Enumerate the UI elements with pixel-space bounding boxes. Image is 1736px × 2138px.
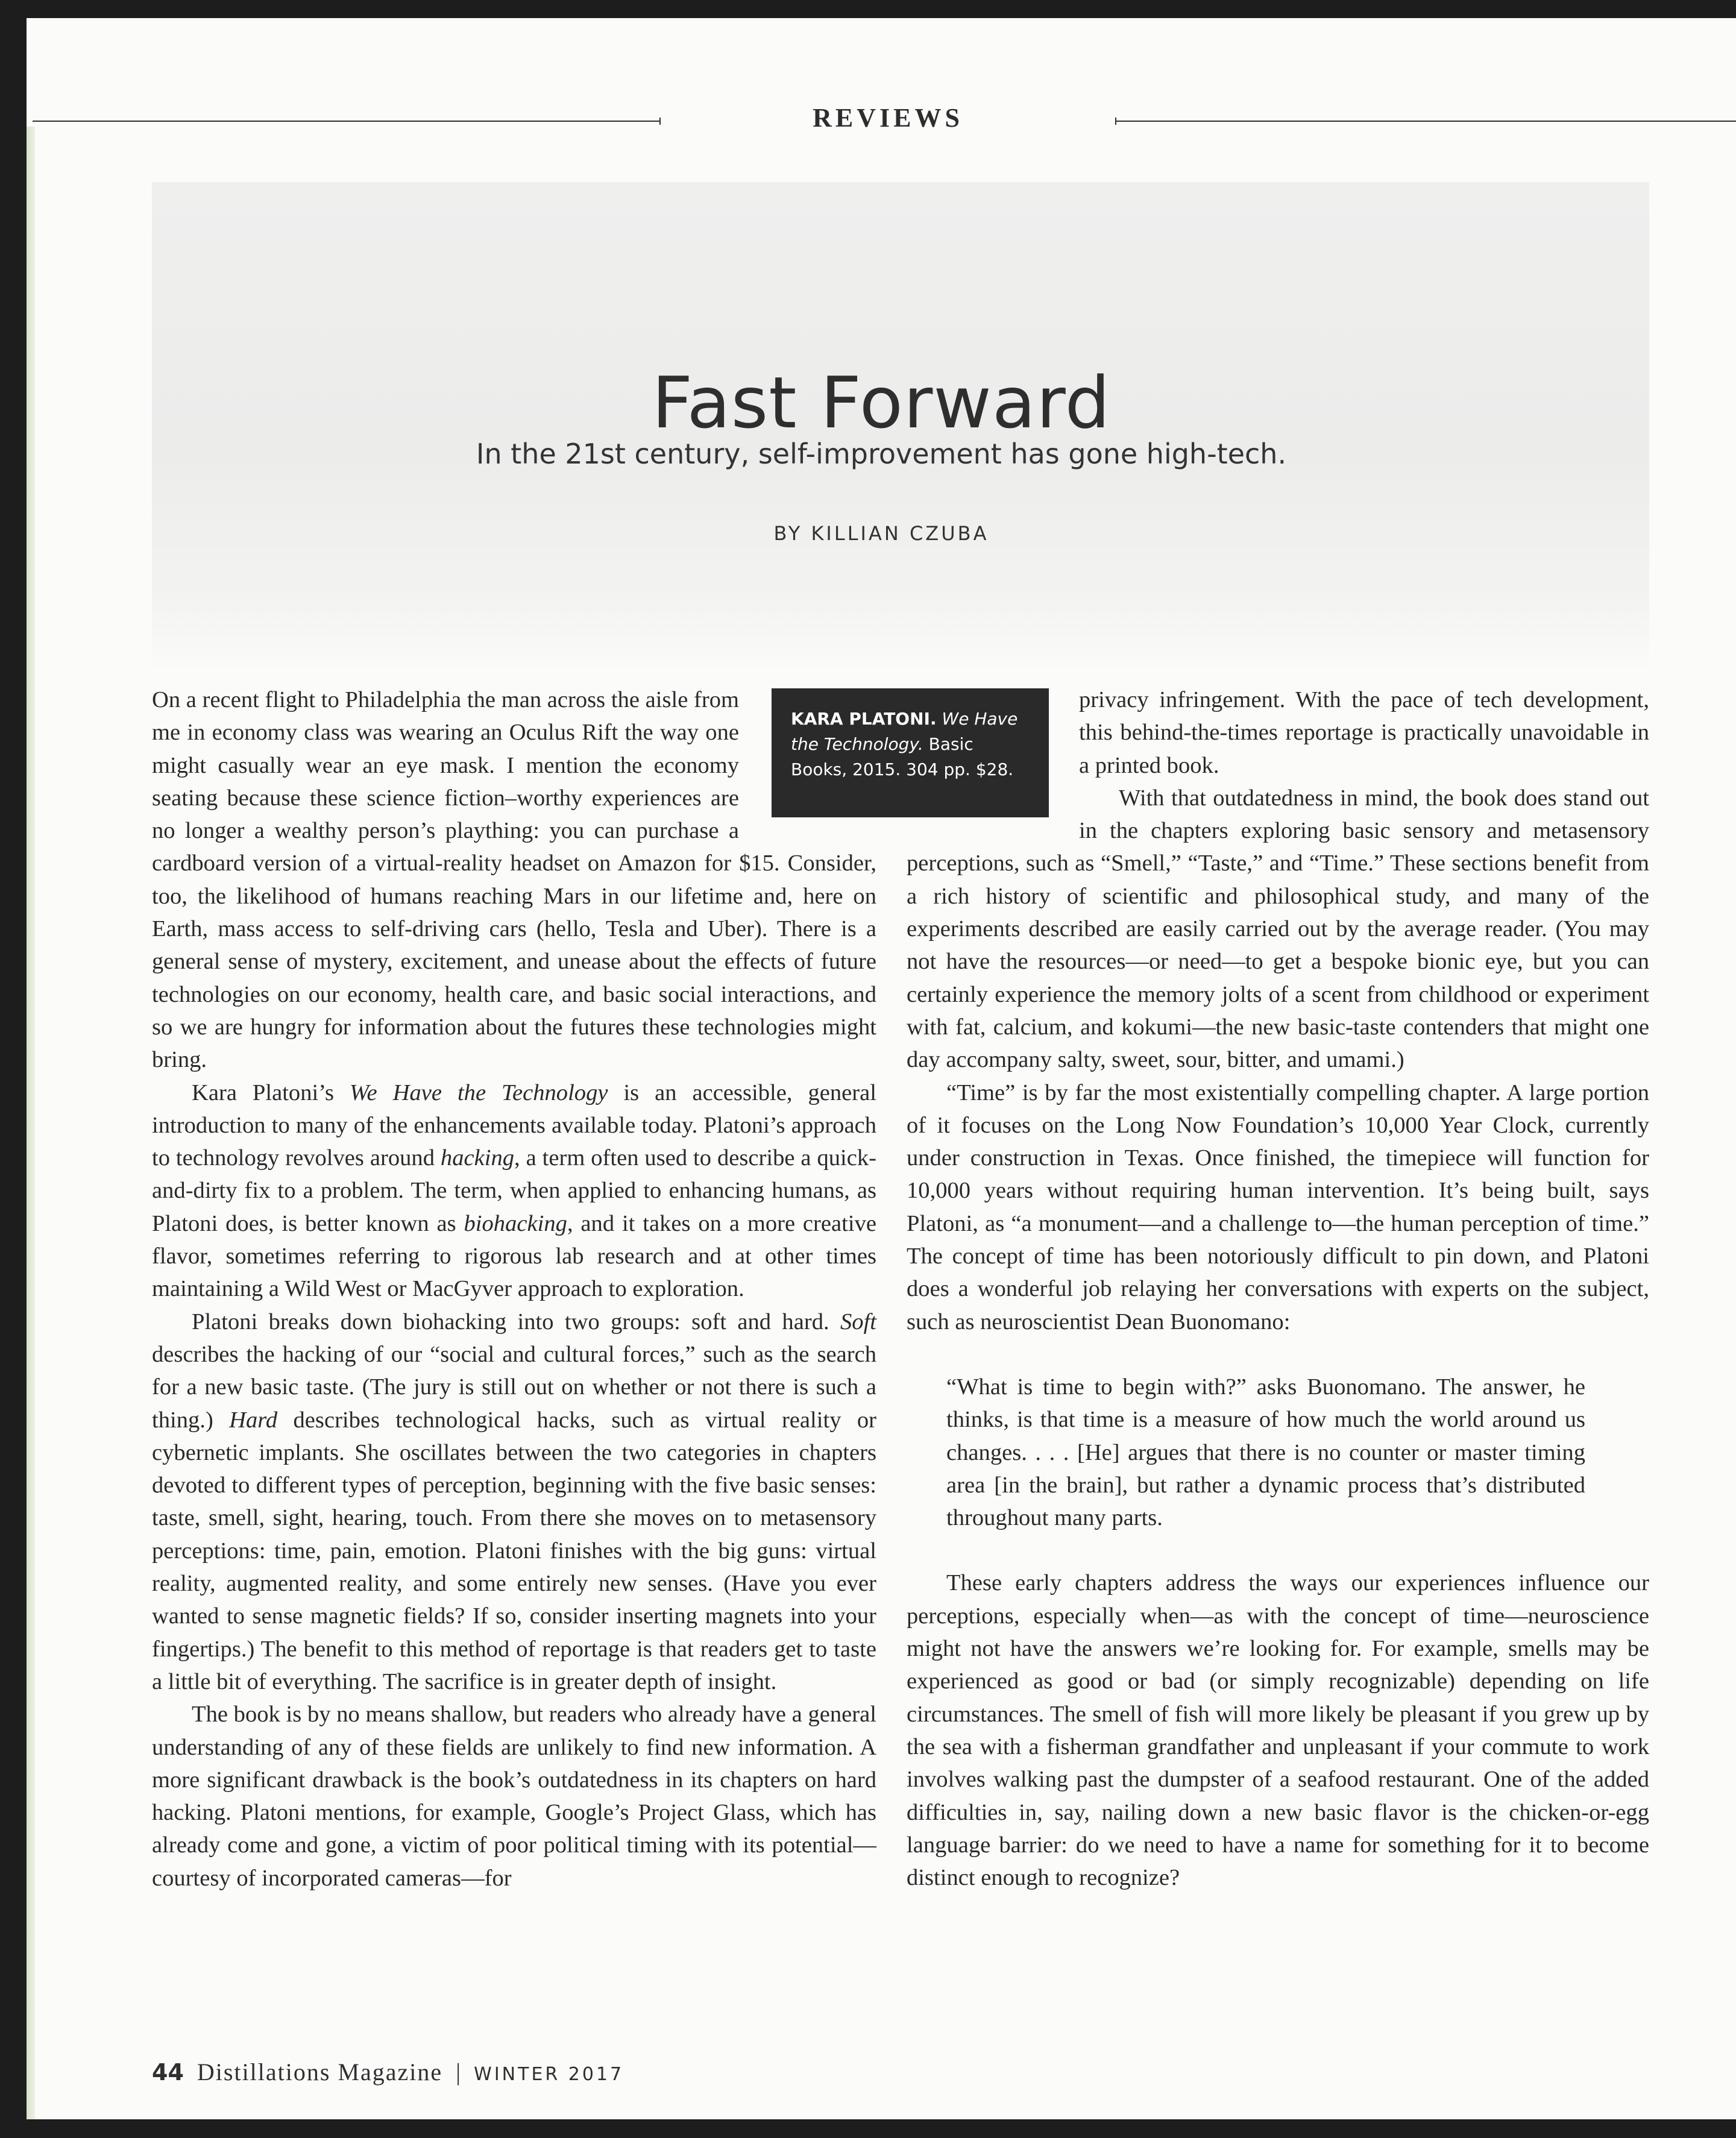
term-italic: Hard [229, 1407, 278, 1433]
text-run: Platoni breaks down biohacking into two groups: soft and hard. [192, 1309, 840, 1335]
book-details: Basic Books, 2015. 304 pp. $28. [791, 734, 1014, 779]
text-run: Kara Platoni’s [192, 1080, 350, 1105]
term-italic: biohacking [464, 1210, 567, 1236]
left-paragraph-4: The book is by no means shallow, but readers who already have a general understanding of any of these fields are unlikely to find new information. A more significant drawback is the book’s outdatedness in its chapters on hard hacking. Platoni mentions, for example, Google’s Project Glass, which has already come and gone, a victim of poor political timing with its potential—courtesy of incorporated cameras—for [152, 1702, 876, 1891]
book-title: We Have the Technology. [791, 709, 1018, 754]
right-paragraph-4-text: These early chapters address the ways our experiences influence our perceptions, especially when—as with the concept of time—neuroscience might not have the answers we’re looking for. For example, smells may be experienced as good or bad (or simply recognizable) depending on life circumstances. The smell of fish will more likely be pleasant if you grew up by the sea with a fisherman grandfather and unpleasant if your commute to work involves walking past the dumpster of a seafood restaurant. One of the added difficulties in, say, nailing down a new basic flavor is the chicken-or-egg language barrier: do we need to have a name for something for it to become distinct enough to recognize? [907, 1570, 1649, 1891]
term-italic: hacking [440, 1145, 515, 1171]
left-paragraph-3 [152, 1306, 876, 1699]
article-title: Fast Forward [652, 361, 1111, 445]
right-paragraph-4 [907, 1567, 1649, 1894]
magazine-name: Distillations Magazine [197, 2058, 443, 2086]
right-paragraph-3: “Time” is by far the most existentially compelling chapter. A large portion of it focuses on the Long Now Foundation’s 10,000 Year Clock, currently under construction in Texas. Once finished, the timepiece will function for 10,000 years without requiring human intervention. It’s being built, says Platoni, as “a monument—and a challenge to—the human perception of time.” The concept of time has been notoriously difficult to pin down, and Platoni does a wonderful job relaying her conversations with experts on the subject, such as neuroscientist Dean Buonomano: [907, 1080, 1649, 1335]
text-run: describes the hacking of our “social and cultural forces,” such as the search for a new basic taste. (The jury is still out on whether or not there is such a thing.) [152, 1341, 876, 1433]
magazine-page [27, 18, 1736, 2119]
text-run: , a term often used to describe a quick-and-dirty fix to a problem. The term, when applied to enhancing humans, as Platoni does, is better known as [152, 1145, 876, 1236]
left-paragraph-2 [152, 1077, 876, 1306]
text-run: describes technological hacks, such as virtual reality or cybernetic implants. She oscillates between the two categories in chapters devoted to different types of perception, beginning with the five basic senses: taste, smell, sight, hearing, touch. From there she moves on to metasensory perceptions: time, pain, emotion. Platoni finishes with the big guns: virtual reality, augmented reality, and some entirely new senses. (Have you ever wanted to sense magnetic fields? If so, consider inserting magnets into your fingertips.) The benefit to this method of reportage is that readers get to taste a little bit of everything. The sacrifice is in greater depth of insight. [152, 1407, 876, 1694]
right-paragraph-1 [907, 684, 1649, 782]
page-footer [152, 2058, 624, 2086]
article-deck: In the 21st century, self-improvement has gone high-tech. [476, 438, 1287, 470]
section-label: REVIEWS [813, 103, 963, 133]
header-rule-left [33, 121, 661, 122]
book-title-italic: We Have the Technology [349, 1080, 608, 1105]
header-rule-right [1115, 121, 1736, 122]
right-paragraph-2: With that outdatedness in mind, the book does stand out in the chapters exploring basic sensory and metasensory perceptions, such as “Smell,” “Taste,” and “Time.” These sections benefit from a rich history of scientific and philosophical study, and many of the experiments described are easily carried out by the average reader. (You may not have the resources—or need—to get a bespoke bionic eye, but you can certainly experience the memory jolts of a scent from childhood or experiment with fat, calcium, and kokumi—the new basic-taste contenders that might one day accompany salty, sweet, sour, bitter, and umami.) [907, 785, 1649, 1073]
left-column [152, 684, 1018, 1894]
left-paragraph-1 [152, 684, 1018, 1077]
book-author: KARA PLATONI. [791, 709, 937, 729]
infobox-spacer [907, 684, 1079, 844]
issue-date: WINTER 2017 [474, 2064, 624, 2085]
page-number: 44 [152, 2059, 184, 2086]
right-paragraph-1-text: privacy infringement. With the pace of tech development, this behind-the-times reportage is practically unavoidable in a printed book. [1079, 687, 1649, 778]
left-paragraph-1-text: On a recent flight to Philadelphia the man across the aisle from me in economy class was wearing an Oculus Rift the way one might casually wear an eye mask. I mention the economy seating because these science fiction–worthy experiences are no longer a wealthy person’s plaything: you can purchase a cardboard version of a virtual-reality headset on Amazon for $15. Consider, too, the likelihood of humans reaching Mars in our lifetime and, here on Earth, mass access to self-driving cars (hello, Tesla and Uber). There is a general sense of mystery, excitement, and unease about the effects of future technologies on our economy, health care, and basic social interactions, and so we are hungry for information about the futures these technologies might bring. [152, 687, 876, 1073]
text-run: is an accessible, general introduction to many of the enhancements available today. Platoni’s approach to technology revolves around [152, 1080, 876, 1171]
text-run: , and it takes on a more creative flavor, sometimes referring to rigorous lab research and at other times maintaining a Wild West or MacGyver approach to exploration. [152, 1210, 877, 1302]
article-byline: BY KILLIAN CZUBA [773, 522, 989, 545]
block-quote: “What is time to begin with?” asks Buonomano. The answer, he thinks, is that time is a measure of how much the world around us changes. . . . [He] argues that there is no counter or master timing area [in the brain], but rather a dynamic process that’s distributed throughout many parts. [946, 1374, 1585, 1531]
footer-separator: | [456, 2058, 461, 2086]
term-italic: Soft [840, 1309, 876, 1335]
right-column [907, 684, 1649, 1894]
